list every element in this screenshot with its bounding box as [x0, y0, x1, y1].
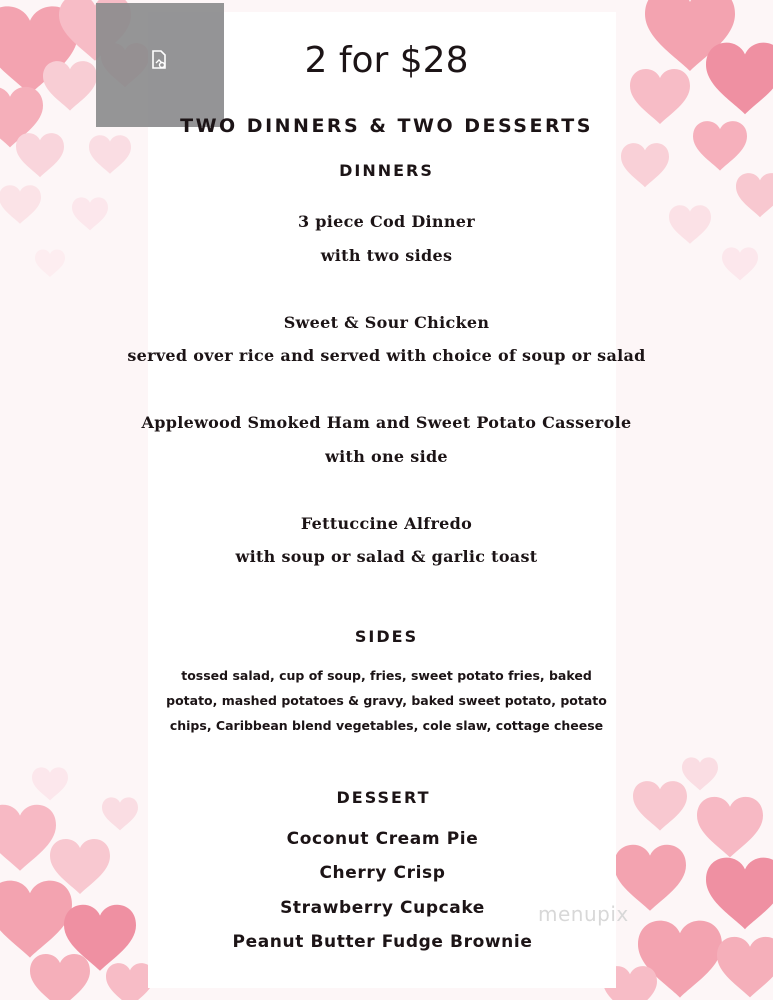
menu-subtitle: TWO DINNERS & TWO DESSERTS [180, 115, 593, 137]
sides-line: tossed salad, cup of soup, fries, sweet potato fries, baked [181, 668, 592, 683]
dessert-item: Cherry Crisp [319, 863, 446, 883]
dinner-name: 3 piece Cod Dinner [297, 212, 476, 231]
dinner-desc: with two sides [320, 246, 453, 265]
sides-line: potato, mashed potatoes & gravy, baked sweet potato, potato [166, 693, 607, 708]
sides-line: chips, Caribbean blend vegetables, cole slaw, cottage cheese [169, 718, 604, 733]
dessert-item: Peanut Butter Fudge Brownie [232, 932, 533, 952]
dinner-desc: served over rice and served with choice of soup or salad [127, 346, 646, 365]
dessert-item: Strawberry Cupcake [280, 898, 485, 918]
dessert-item: Coconut Cream Pie [286, 829, 479, 849]
sides-heading: SIDES [354, 627, 419, 646]
dinner-desc: with one side [325, 447, 448, 466]
dinner-name: Sweet & Sour Chicken [283, 313, 490, 332]
dessert-heading: DESSERT [336, 788, 431, 807]
watermark: menupix [538, 902, 629, 926]
price-title: 2 for $28 [304, 40, 469, 81]
dinners-heading: DINNERS [339, 161, 434, 180]
dinner-name: Fettuccine Alfredo [300, 514, 473, 533]
dinner-name: Applewood Smoked Ham and Sweet Potato Casserole [141, 413, 632, 432]
dinner-desc: with soup or salad & garlic toast [235, 547, 538, 566]
